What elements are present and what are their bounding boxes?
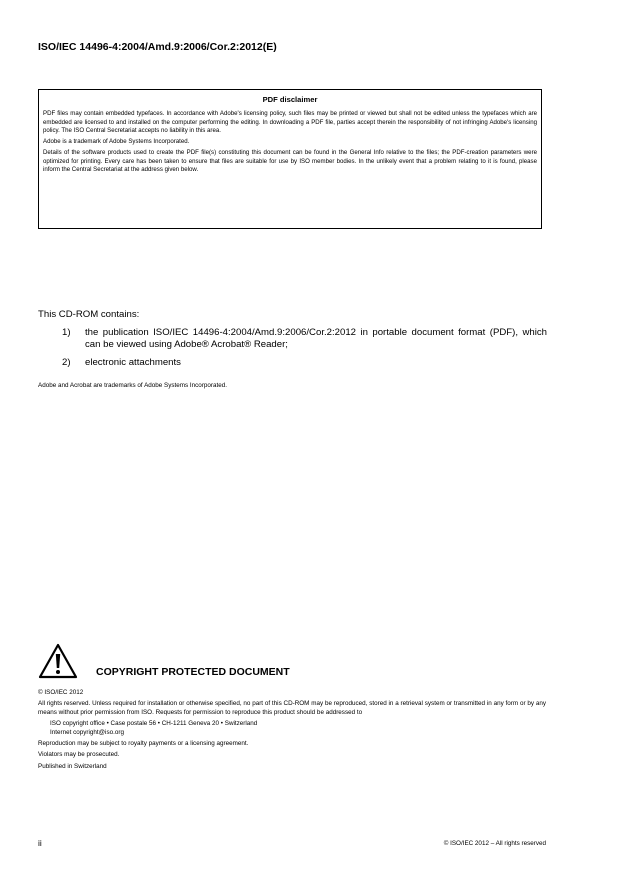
copyright-internet: Internet copyright@iso.org <box>50 728 124 736</box>
royalty-note: Reproduction may be subject to royalty payments or a licensing agreement. <box>38 740 249 748</box>
disclaimer-title: PDF disclaimer <box>262 95 318 104</box>
list-item-text: electronic attachments <box>85 357 181 368</box>
list-item-text: the publication ISO/IEC 14496-4:2004/Amd.9:2006/Cor.2:2012 in portable document format (PDF), which can be viewed using Adobe® Acrobat® Reader; <box>85 327 547 350</box>
cdrom-contents-intro: This CD-ROM contains: <box>38 309 140 320</box>
trademark-note: Adobe and Acrobat are trademarks of Adobe Systems Incorporated. <box>38 382 228 389</box>
warning-icon <box>38 643 78 679</box>
copyright-notice: © ISO/IEC 2012 <box>38 689 84 696</box>
disclaimer-paragraph: Adobe is a trademark of Adobe Systems Incorporated. <box>43 138 190 146</box>
disclaimer-paragraph: Details of the software products used to create the PDF file(s) constituting this document can be found in the General Info relative to the files; the PDF-creation parameters were optimized for printing. Every care has been taken to ensure that files are suitable for use by ISO member bodies. In the unlikely event that a problem relating to it is found, please inform the Central Secretariat at the address given below. <box>43 149 537 174</box>
list-item <box>62 357 547 369</box>
copyright-block <box>38 689 546 774</box>
disclaimer-paragraph: PDF files may contain embedded typefaces. In accordance with Adobe's licensing policy, such files may be printed or viewed but shall not be edited unless the typefaces which are embedded are licensed to and installed on the computer performing the editing. In downloading a PDF file, parties accept therein the responsibility of not infringing Adobe's licensing policy. The ISO Central Secretariat accepts no liability in this area. <box>43 110 537 134</box>
list-item-number: 2) <box>62 357 71 368</box>
list-item-number: 1) <box>62 327 71 338</box>
copyright-office-address: ISO copyright office • Case postale 56 • CH-1211 Geneva 20 • Switzerland <box>50 720 258 728</box>
document-id: ISO/IEC 14496-4:2004/Amd.9:2006/Cor.2:2012(E) <box>38 41 277 53</box>
footer-copyright: © ISO/IEC 2012 – All rights reserved <box>443 840 546 847</box>
copyright-title: COPYRIGHT PROTECTED DOCUMENT <box>96 666 290 678</box>
violators-note: Violators may be prosecuted. <box>38 751 120 759</box>
page-number: ii <box>38 838 42 848</box>
list-item <box>62 327 547 351</box>
pdf-disclaimer-box <box>38 89 542 229</box>
rights-statement: All rights reserved. Unless required for installation or otherwise specified, no part of this CD-ROM may be reproduced, stored in a retrieval system or transmitted in any form or by any means without prior permission from ISO. Requests for permission to reproduce this product should be addressed to <box>38 700 546 716</box>
publication-place: Published in Switzerland <box>38 762 107 770</box>
